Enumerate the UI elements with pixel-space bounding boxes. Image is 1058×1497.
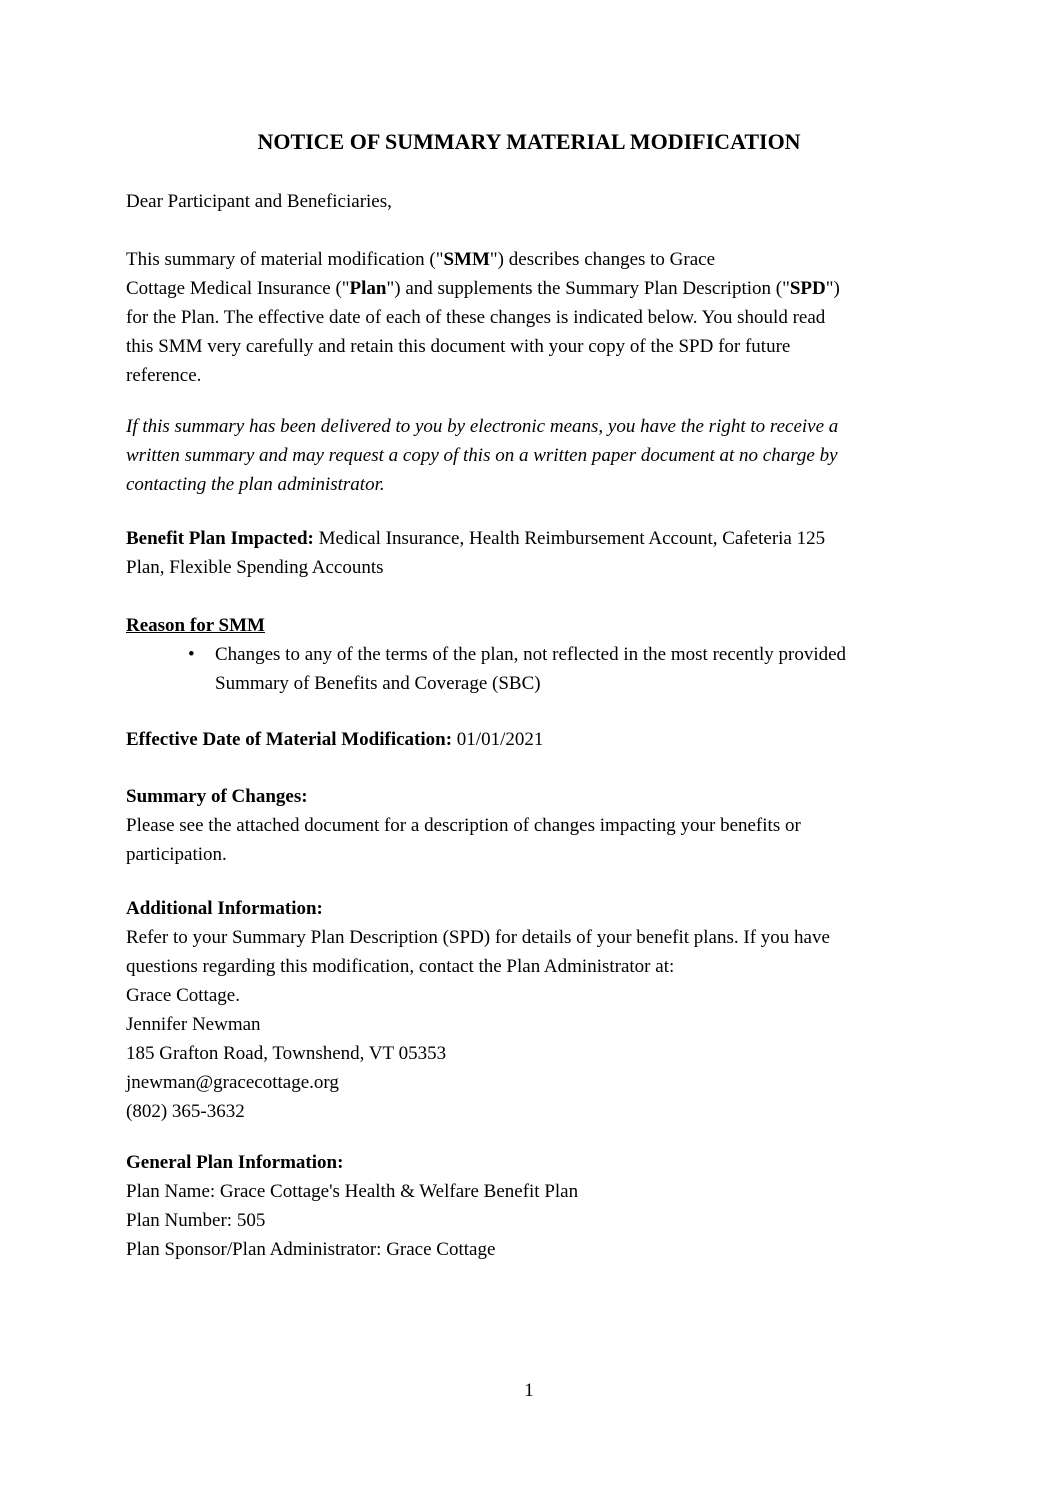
intro-line-5: reference. xyxy=(126,365,202,386)
contact-address: 185 Grafton Road, Townshend, VT 05353 xyxy=(126,1043,447,1064)
benefit-plan-label: Benefit Plan Impacted: xyxy=(126,528,314,549)
spd-term: SPD xyxy=(789,278,826,299)
intro-paragraph xyxy=(126,245,946,390)
bullet-line-2: Summary of Benefits and Coverage (SBC) xyxy=(215,673,541,694)
contact-phone: (802) 365-3632 xyxy=(126,1101,245,1122)
effective-date-label: Effective Date of Material Modification: xyxy=(126,729,453,750)
plan-number: Plan Number: 505 xyxy=(126,1210,266,1231)
effective-date-line xyxy=(126,725,946,754)
bullet-icon: • xyxy=(188,644,195,665)
contact-email: jnewman@gracecottage.org xyxy=(126,1072,339,1093)
additional-information xyxy=(126,894,946,1126)
reason-section xyxy=(126,611,946,640)
general-plan-information xyxy=(126,1148,946,1264)
plan-sponsor: Plan Sponsor/Plan Administrator: Grace Cottage xyxy=(126,1239,496,1260)
intro-line-4: this SMM very carefully and retain this document with your copy of the SPD for future xyxy=(126,336,791,357)
effective-date xyxy=(126,725,946,754)
notice-line-1: If this summary has been delivered to you by electronic means, you have the right to receive a xyxy=(126,416,839,437)
intro-text: ") xyxy=(825,278,840,299)
smm-term: SMM xyxy=(443,249,490,270)
general-plan-heading: General Plan Information: xyxy=(126,1152,344,1173)
intro-text: Cottage Medical Insurance (" xyxy=(126,278,350,299)
effective-date-value: 01/01/2021 xyxy=(452,729,544,750)
intro-text: ") and supplements the Summary Plan Description (" xyxy=(386,278,790,299)
benefit-plan-value: Medical Insurance, Health Reimbursement Account, Cafeteria 125 xyxy=(313,528,826,549)
bullet-line-1: Changes to any of the terms of the plan, not reflected in the most recently provided xyxy=(215,644,847,665)
salutation-text: Dear Participant and Beneficiaries, xyxy=(126,191,392,212)
plan-term: Plan xyxy=(349,278,387,299)
contact-organization: Grace Cottage. xyxy=(126,985,240,1006)
intro-text: ") describes changes to Grace xyxy=(489,249,716,270)
summary-of-changes xyxy=(126,782,946,869)
summary-line-2: participation. xyxy=(126,844,227,865)
electronic-delivery-notice xyxy=(126,412,946,499)
bullet-text xyxy=(215,640,955,698)
intro-line-1 xyxy=(126,245,946,274)
notice-line-2: written summary and may request a copy of this on a written paper document at no charge by xyxy=(126,445,838,466)
page-number: 1 xyxy=(524,1380,534,1401)
additional-line-1: Refer to your Summary Plan Description (SPD) for details of your benefit plans. If you have xyxy=(126,927,830,948)
benefit-plan-line-1 xyxy=(126,524,946,553)
additional-line-2: questions regarding this modification, contact the Plan Administrator at: xyxy=(126,956,675,977)
benefit-plan-line-2: Plan, Flexible Spending Accounts xyxy=(126,557,384,578)
document-title: NOTICE OF SUMMARY MATERIAL MODIFICATION xyxy=(257,129,801,154)
intro-line-3: for the Plan. The effective date of each of these changes is indicated below. You should read xyxy=(126,307,826,328)
additional-heading: Additional Information: xyxy=(126,898,323,919)
intro-text: This summary of material modification (" xyxy=(126,249,444,270)
reason-heading: Reason for SMM xyxy=(126,615,265,636)
intro-line-2 xyxy=(126,274,946,303)
notice-line-3: contacting the plan administrator. xyxy=(126,474,385,495)
summary-heading: Summary of Changes: xyxy=(126,786,308,807)
summary-line-1: Please see the attached document for a description of changes impacting your benefits or xyxy=(126,815,801,836)
plan-name: Plan Name: Grace Cottage's Health & Welfare Benefit Plan xyxy=(126,1181,579,1202)
salutation xyxy=(126,187,946,216)
benefit-plan-impacted xyxy=(126,524,946,582)
contact-name: Jennifer Newman xyxy=(126,1014,261,1035)
